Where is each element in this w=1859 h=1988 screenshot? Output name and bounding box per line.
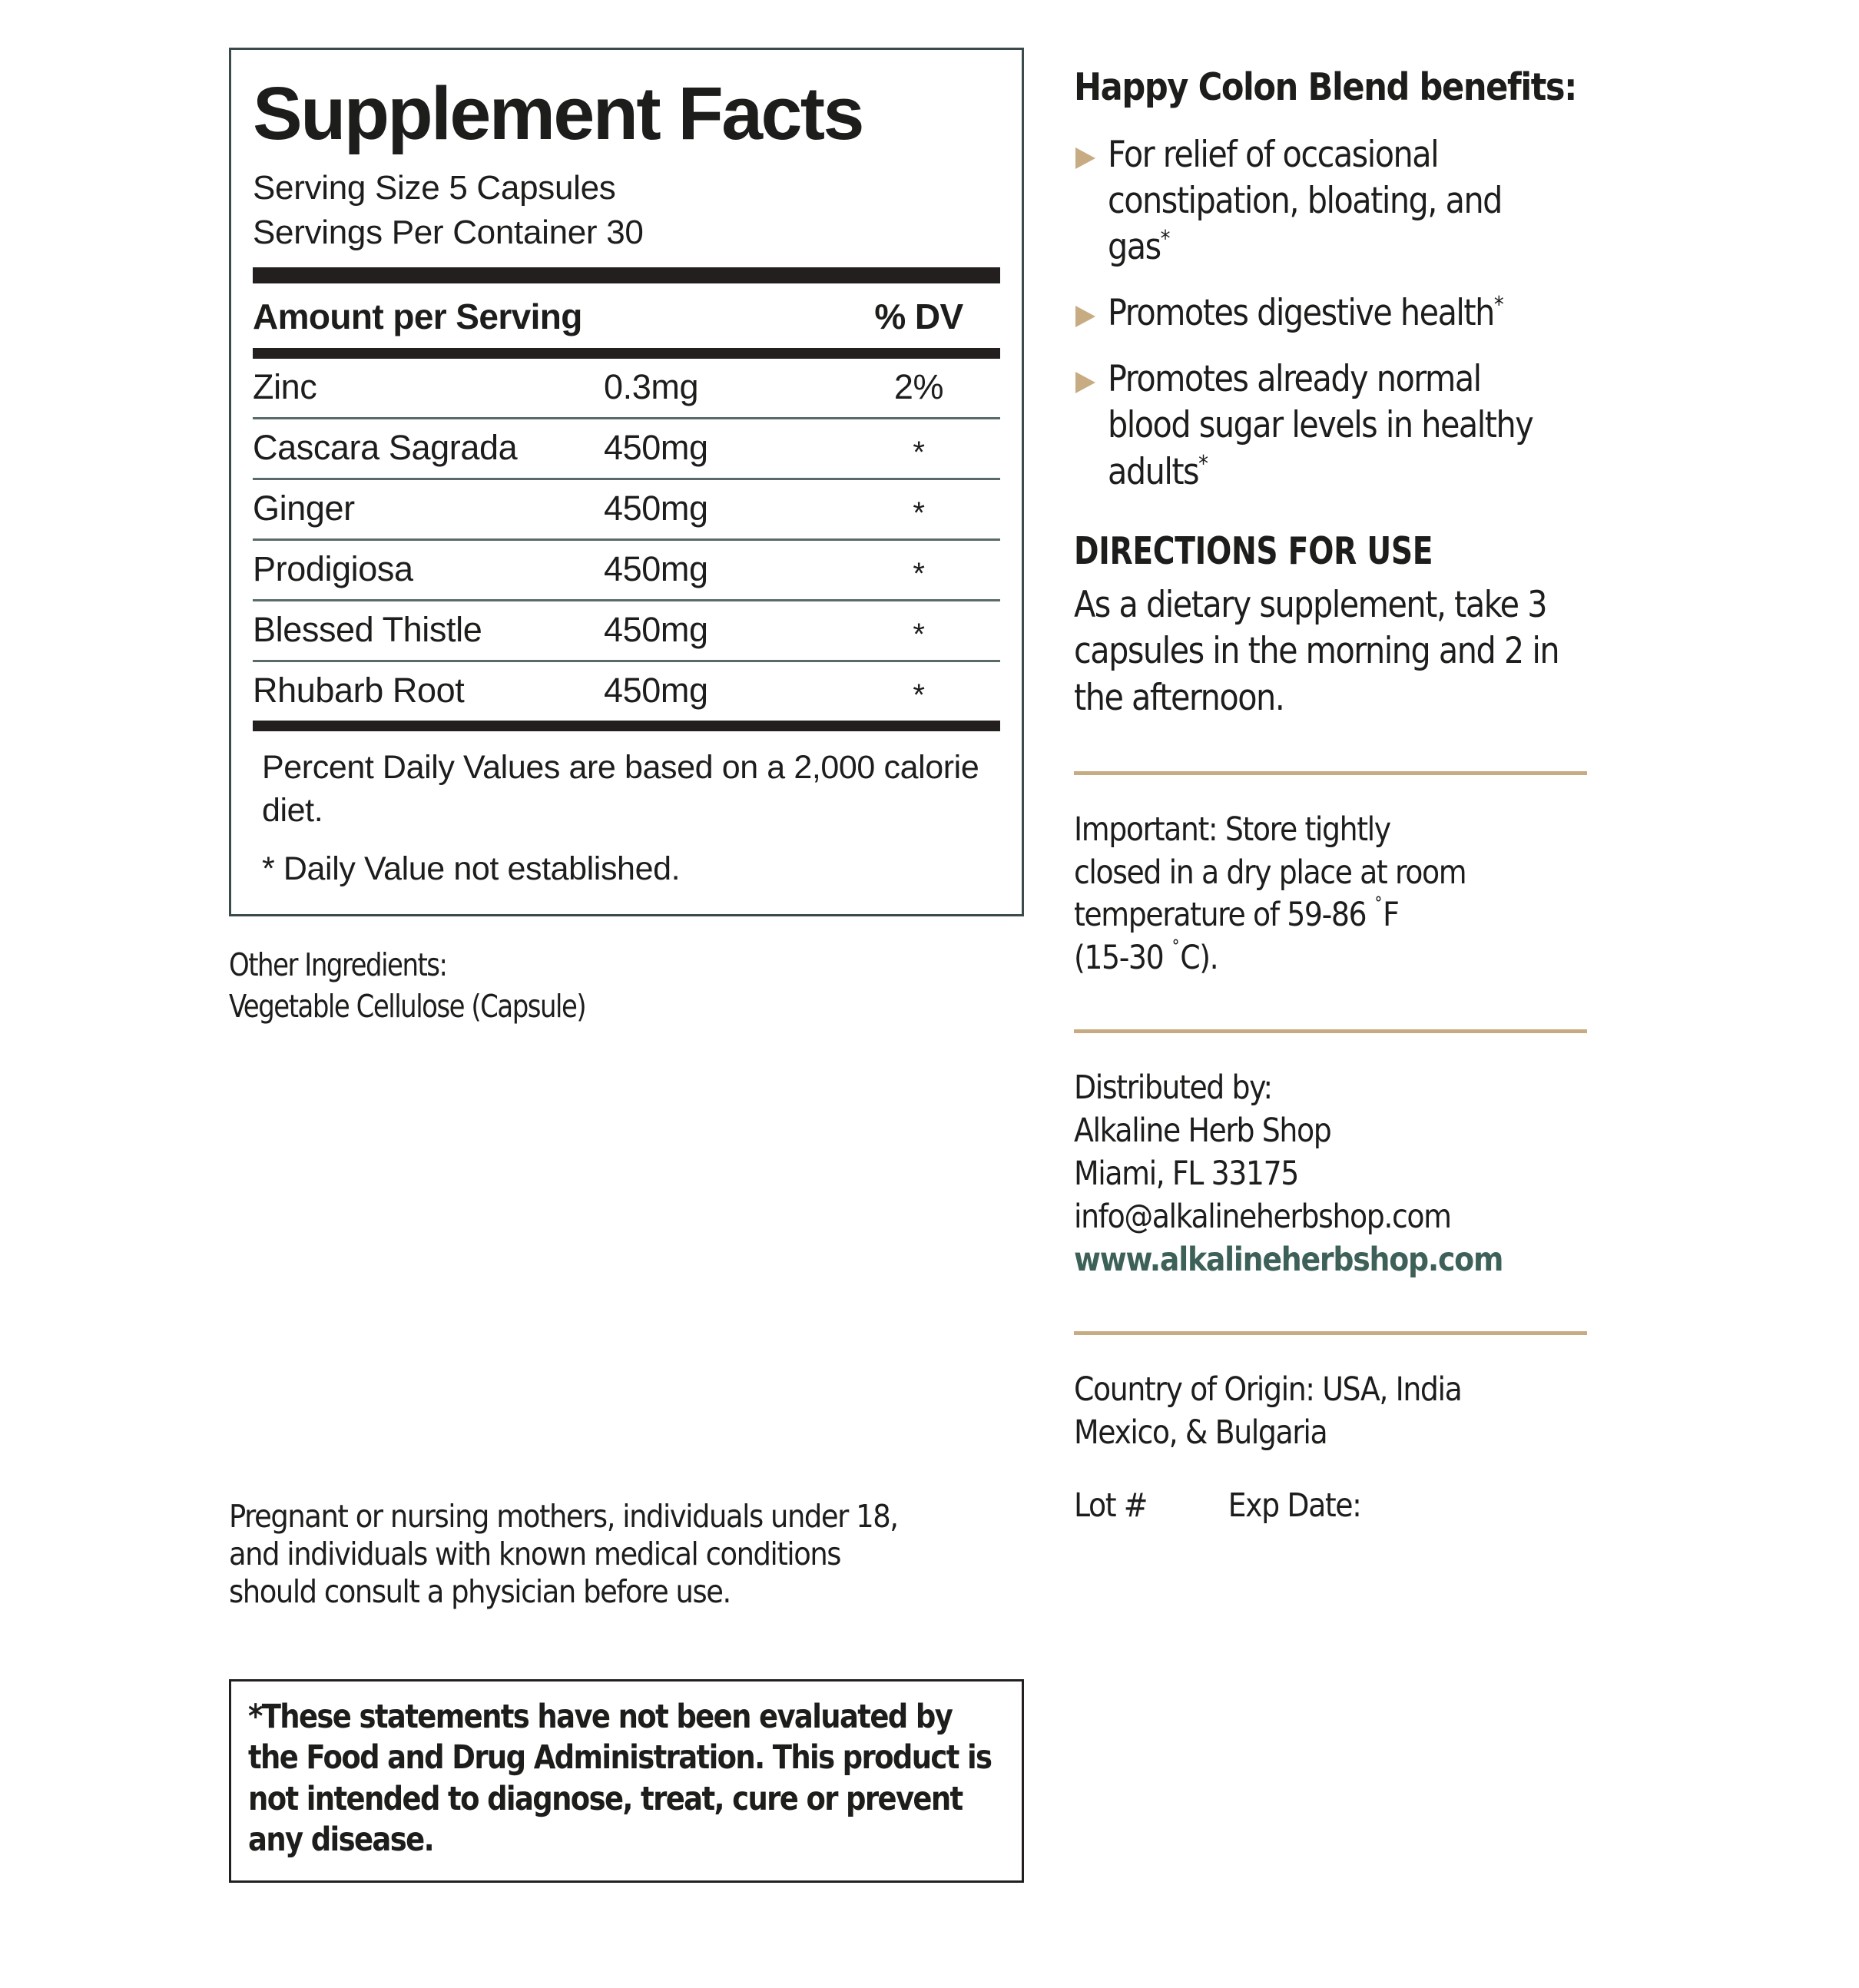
storage-line-3-post: F [1383, 896, 1399, 935]
serving-size: Serving Size 5 Capsules [253, 168, 616, 207]
benefit-asterisk: * [1493, 291, 1503, 318]
left-column [229, 48, 1024, 1028]
rule-above-footnotes [253, 721, 1000, 731]
ingredient-amount: 450mg [604, 670, 708, 710]
ingredient-name: Ginger [253, 488, 355, 528]
benefit-text-wrapper [1108, 290, 1551, 336]
table-row [253, 662, 1000, 721]
directions-heading: DIRECTIONS FOR USE [1074, 528, 1433, 573]
lot-exp-inner [1074, 1486, 1547, 1525]
supplement-facts-title: Supplement Facts [253, 71, 863, 155]
ingredient-dv: * [913, 556, 925, 591]
other-ingredients-label: Other Ingredients: [229, 946, 447, 983]
ingredient-name: Blessed Thistle [253, 609, 482, 649]
table-row [253, 601, 1000, 660]
ingredient-name: Zinc [253, 366, 317, 406]
ingredient-dv: * [913, 495, 925, 530]
distributor-company: Alkaline Herb Shop [1074, 1112, 1331, 1151]
table-row [253, 541, 1000, 599]
ingredient-name: Rhubarb Root [253, 670, 465, 710]
storage-instructions [1074, 775, 1609, 981]
benefit-text: Promotes digestive health [1108, 292, 1494, 335]
benefit-asterisk: * [1198, 449, 1208, 476]
other-ingredients-value: Vegetable Cellulose (Capsule) [229, 988, 586, 1025]
origin-line-1: Country of Origin: USA, India [1074, 1370, 1462, 1409]
benefit-text-wrapper [1108, 356, 1551, 495]
distributor-website-link[interactable]: www.alkalineherbshop.com [1074, 1240, 1503, 1279]
storage-line-4-pre: (15-30 [1074, 939, 1171, 978]
triangle-right-icon [1074, 370, 1097, 395]
benefits-heading: Happy Colon Blend benefits: [1074, 65, 1576, 109]
distributor-email[interactable]: info@alkalineherbshop.com [1074, 1197, 1451, 1236]
ingredient-dv: 2% [893, 366, 944, 406]
list-item [1074, 132, 1612, 270]
rule-under-header [253, 348, 1000, 359]
ingredient-dv: * [913, 617, 925, 651]
lot-number-label: Lot # [1074, 1486, 1148, 1526]
fda-disclaimer-box [229, 1679, 1024, 1883]
right-column [1074, 63, 1612, 1525]
triangle-right-icon [1074, 146, 1097, 171]
ingredient-name: Cascara Sagrada [253, 427, 518, 467]
storage-line-3-pre: temperature of 59-86 [1074, 896, 1374, 935]
consult-physician-warning: Pregnant or nursing mothers, individuals under 18, and individuals with known medical conditions should consult a physician before use. [229, 1498, 898, 1610]
ingredient-amount: 450mg [604, 548, 708, 588]
rule-thick-top [253, 267, 1000, 283]
benefit-text: Promotes already normal blood sugar levels in healthy adults [1108, 358, 1533, 493]
ingredient-name: Prodigiosa [253, 548, 413, 588]
storage-line-2: closed in a dry place at room [1074, 853, 1466, 892]
footnotes [253, 731, 1000, 891]
footnote-dv-not-established: * Daily Value not established. [262, 850, 681, 887]
table-row [253, 419, 1000, 478]
ingredient-dv: * [913, 435, 925, 469]
fda-disclaimer-text: *These statements have not been evaluated by the Food and Drug Administration. This product is not intended to diagnose, treat, cure or prevent any disease. [248, 1698, 992, 1859]
footnote-daily-values: Percent Daily Values are based on a 2,000 calorie diet. [262, 748, 979, 829]
storage-line-1: Important: Store tightly [1074, 810, 1390, 849]
ingredient-dv: * [913, 678, 925, 712]
degree-icon: ˚ [1171, 939, 1181, 963]
ingredient-amount: 450mg [604, 427, 708, 467]
table-header-row [253, 283, 1000, 348]
distributor-block [1074, 1033, 1609, 1281]
other-ingredients [229, 944, 960, 1028]
table-row [253, 359, 1000, 417]
table-row [253, 480, 1000, 538]
lot-exp-row [1074, 1454, 1612, 1525]
servings-per-container: Servings Per Container 30 [253, 213, 644, 251]
percent-dv-label: % DV [874, 296, 963, 336]
directions-body: As a dietary supplement, take 3 capsules in the morning and 2 in the afternoon. [1074, 583, 1559, 720]
benefit-text-wrapper [1108, 132, 1551, 270]
benefit-asterisk: * [1160, 225, 1169, 252]
benefits-list [1074, 132, 1612, 495]
origin-line-2: Mexico, & Bulgaria [1074, 1413, 1327, 1452]
amount-per-serving-label: Amount per Serving [253, 296, 582, 336]
list-item [1074, 356, 1612, 495]
exp-date-label: Exp Date: [1228, 1486, 1361, 1526]
ingredient-amount: 450mg [604, 488, 708, 528]
country-of-origin [1074, 1335, 1609, 1455]
storage-line-4-post: C). [1180, 939, 1218, 978]
distributed-by-label: Distributed by: [1074, 1069, 1272, 1108]
degree-icon: ˚ [1374, 896, 1383, 920]
supplement-facts-panel [229, 48, 1024, 916]
benefit-text: For relief of occasional constipation, bloating, and gas [1108, 133, 1502, 268]
triangle-right-icon [1074, 304, 1097, 329]
list-item [1074, 290, 1612, 336]
ingredient-amount: 450mg [604, 609, 708, 649]
distributor-city-state-zip: Miami, FL 33175 [1074, 1155, 1298, 1193]
ingredient-amount: 0.3mg [604, 366, 699, 406]
